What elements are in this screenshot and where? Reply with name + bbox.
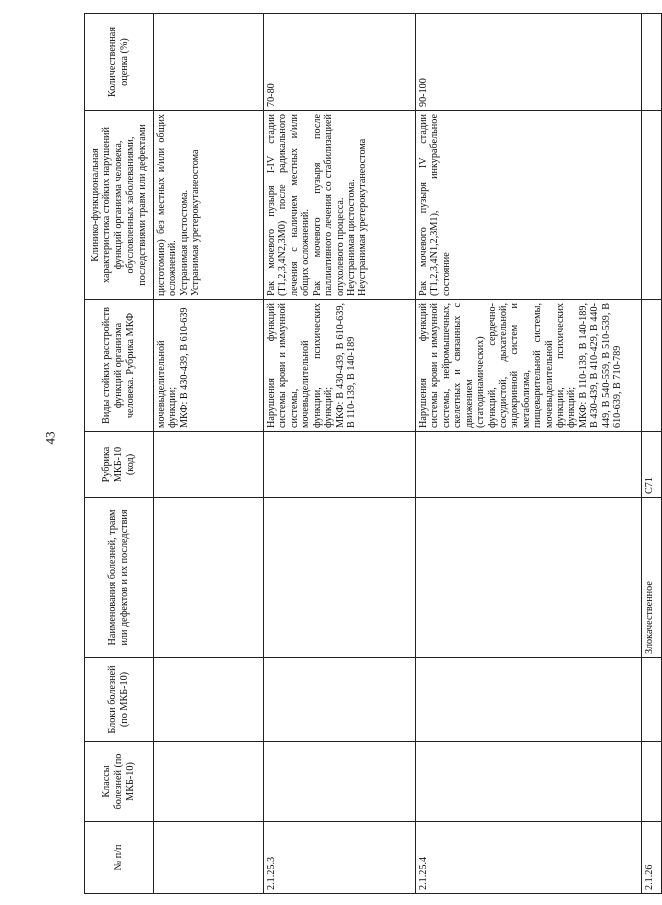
table-row	[154, 14, 264, 894]
cell-blocks	[264, 658, 416, 742]
cell-num	[154, 822, 264, 894]
cell-rubric	[154, 432, 264, 498]
cell-score: 90-100	[416, 14, 642, 111]
header-rubric: Рубрика МКБ-10 (код)	[85, 432, 154, 498]
cell-names	[154, 498, 264, 658]
table-header-row	[85, 14, 154, 894]
disability-criteria-table	[84, 13, 662, 894]
cell-score	[154, 14, 264, 111]
cell-rubric	[264, 432, 416, 498]
cell-classes	[642, 742, 662, 822]
cell-score	[642, 14, 662, 111]
table-row	[642, 14, 662, 894]
header-types: Виды стойких расстройств функций организма человека. Рубрика МКФ	[85, 300, 154, 432]
cell-clinical: Рак мочевого пузыря I-IV стадии (T1,2,3,4N2,3M0) после радикального лечения с наличием местных и/или общих осложнений. Рак мочевого пузыря после паллиативного лечения со стабилизацией опухолевого процесса. Неустранимая цистостома. Неустранимая уретерокутанеостома	[264, 111, 416, 300]
cell-types: мочевыделительной функции; МКФ: В 430-439, В 610-639	[154, 300, 264, 432]
cell-types: Нарушения функций системы крови и иммунной системы, мочевыделительной функции, психических функций; МКФ: В 430-439, В 610-639, В 110-139, В 140-189	[264, 300, 416, 432]
cell-clinical: цистотомию) без местных и/или общих осложнений. Устранимая цистостома. Устранимая уретерокутанеостома	[154, 111, 264, 300]
header-blocks: Блоки болезней (по МКБ-10)	[85, 658, 154, 742]
cell-num: 2.1.26	[642, 822, 662, 894]
cell-clinical	[642, 111, 662, 300]
header-score: Количественная оценка (%)	[85, 14, 154, 111]
table-wrapper	[84, 14, 655, 894]
table-row	[416, 14, 642, 894]
cell-classes	[154, 742, 264, 822]
cell-rubric	[416, 432, 642, 498]
header-clinical: Клинико-функциональная характеристика стойких нарушений функций организма человека, обусловленных заболеваниями, последствиями травм или дефектами	[85, 111, 154, 300]
cell-names	[416, 498, 642, 658]
cell-names	[264, 498, 416, 658]
cell-classes	[416, 742, 642, 822]
cell-types	[642, 300, 662, 432]
cell-blocks	[416, 658, 642, 742]
header-num: № п/п	[85, 822, 154, 894]
table-row	[264, 14, 416, 894]
header-names: Наименования болезней, травм или дефектов и их последствия	[85, 498, 154, 658]
cell-num: 2.1.25.3	[264, 822, 416, 894]
cell-blocks	[154, 658, 264, 742]
cell-classes	[264, 742, 416, 822]
cell-types: Нарушения функций системы крови и иммунной системы, нейромышечных, скелетных и связанных с движением (статодинамических) функций, сердечно-сосудистой, дыхательной, эндокринной систем и метаболизма, пищеварительной системы, мочевыделительной функции, психических функций; МКФ: В 110-139, В 140-189, В 430-439, В 410-429, В 440-449, В 540-559, В 510-539, В 610-639, В 710-789	[416, 300, 642, 432]
cell-clinical: Рак мочевого пузыря IV стадии (T1,2,3,4N1,2,3M1), инкурабельное состояние	[416, 111, 642, 300]
cell-score: 70-80	[264, 14, 416, 111]
rotated-page	[84, 14, 655, 894]
cell-num: 2.1.25.4	[416, 822, 642, 894]
page-number: 43	[42, 431, 58, 445]
cell-rubric: C71	[642, 432, 662, 498]
cell-names: Злокачественное	[642, 498, 662, 658]
header-classes: Классы болезней (по МКБ-10)	[85, 742, 154, 822]
cell-blocks	[642, 658, 662, 742]
